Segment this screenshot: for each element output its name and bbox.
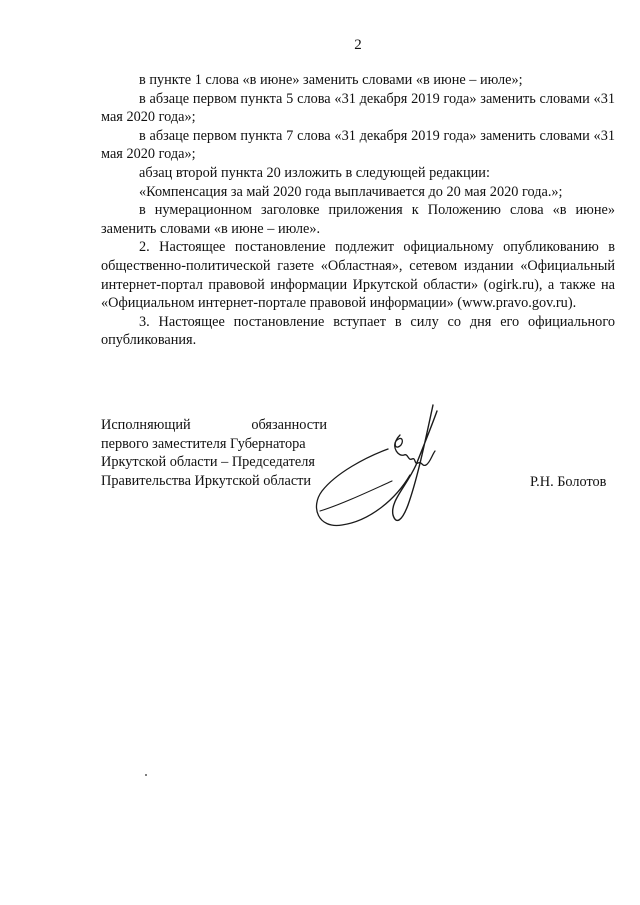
- signatory-line-4: Правительства Иркутской области: [101, 472, 312, 489]
- paragraph-publication: 2. Настоящее постановление подлежит официальному опубликованию в общественно-политической газете «Областная», сетевом издании «Официальный интернет-портал правовой информации Иркутской области» (ogirk.ru), а также на «Официальном интернет-портале правовой информации» (www.pravo.gov.ru).: [101, 239, 615, 312]
- paragraph-item-1: в пункте 1 слова «в июне» заменить словами «в июне – июле»;: [139, 72, 523, 88]
- paragraph-appendix-heading: в нумерационном заголовке приложения к Положению слова «в июне» заменить словами «в июне – июле».: [101, 202, 615, 237]
- signatory-line-1-left: Исполняющий: [101, 417, 191, 433]
- document-body: [101, 71, 615, 350]
- signatory-line-1-right: обязанности: [251, 417, 327, 433]
- paragraph-item-7: в абзаце первом пункта 7 слова «31 декабря 2019 года» заменить словами «31 мая 2020 года»;: [101, 127, 615, 163]
- paragraph-entry-into-force: 3. Настоящее постановление вступает в силу со дня его официального опубликования.: [101, 313, 615, 349]
- signatory-line-1: [101, 416, 327, 435]
- signatory-title: [101, 416, 327, 490]
- paragraph-item-5: в абзаце первом пункта 5 слова «31 декабря 2019 года» заменить словами «31 мая 2020 года»;: [101, 90, 615, 126]
- page-number: 2: [354, 37, 362, 53]
- handwritten-signature-icon: [300, 395, 500, 535]
- paragraph-compensation-quote: «Компенсация за май 2020 года выплачивается до 20 мая 2020 года.»;: [139, 183, 563, 200]
- signatory-line-2: первого заместителя Губернатора: [101, 435, 306, 452]
- signatory-line-3: Иркутской области – Председателя: [101, 454, 315, 471]
- paragraph-item-20-intro: абзац второй пункта 20 изложить в следующей редакции:: [139, 164, 490, 181]
- scan-speck: [145, 774, 147, 776]
- signatory-name: Р.Н. Болотов: [530, 474, 607, 490]
